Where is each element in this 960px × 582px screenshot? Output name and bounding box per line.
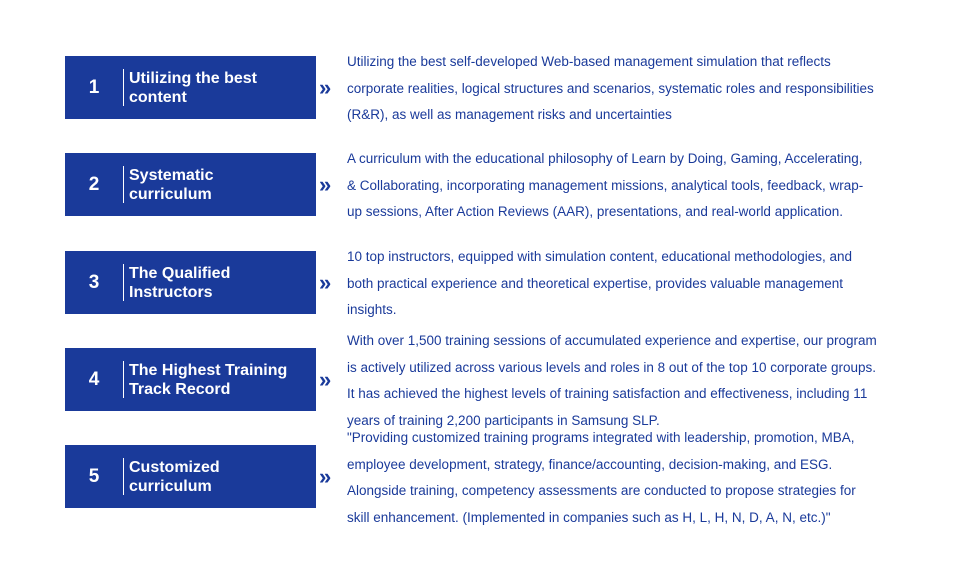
double-chevron-right-icon: » xyxy=(319,270,332,295)
feature-number: 3 xyxy=(88,272,100,293)
double-chevron-right-icon: » xyxy=(319,464,332,489)
feature-header-box xyxy=(65,348,316,411)
feature-description: A curriculum with the educational philosophy of Learn by Doing, Gaming, Accelerating, & Collaborating, incorporating management missions, analytical tools, feedback, wrap- up sessions, After Action Reviews (AAR), presentations, and real-world application. xyxy=(347,151,864,219)
feature-title: The Qualified Instructors xyxy=(129,264,231,301)
feature-title: Utilizing the best content xyxy=(129,69,257,106)
feature-number: 2 xyxy=(88,174,100,195)
feature-title: The Highest Training Track Record xyxy=(129,361,288,398)
feature-number: 4 xyxy=(88,369,100,390)
feature-title: Systematic curriculum xyxy=(129,166,214,203)
feature-description: Utilizing the best self-developed Web-based management simulation that reflects corporate realities, logical structures and scenarios, systematic roles and responsibilities (R&R), as well as management risks and uncertainties xyxy=(347,54,874,122)
divider xyxy=(123,264,124,301)
divider xyxy=(123,361,124,398)
divider xyxy=(123,166,124,203)
feature-header-box xyxy=(65,56,316,119)
feature-description: "Providing customized training programs integrated with leadership, promotion, MBA, employee development, strategy, finance/accounting, decision-making, and ESG. Alongside training, competency assessments are conducted to propose strategies for skill enhancement. (Implemented in companies such as H, L, H, N, D, A, N, etc.)" xyxy=(347,430,856,525)
feature-header-box xyxy=(65,153,316,216)
feature-description: 10 top instructors, equipped with simulation content, educational methodologies, and both practical experience and theoretical expertise, provides valuable management insights. xyxy=(347,249,853,317)
feature-header-box xyxy=(65,445,316,508)
feature-title: Customized curriculum xyxy=(129,458,220,495)
divider xyxy=(123,69,124,106)
feature-number: 1 xyxy=(88,77,100,98)
divider xyxy=(123,458,124,495)
double-chevron-right-icon: » xyxy=(319,75,332,100)
feature-description: With over 1,500 training sessions of accumulated experience and expertise, our program is actively utilized across various levels and roles in 8 out of the top 10 corporate groups. It has achieved the highest levels of training satisfaction and effectiveness, including 11 years of training 2,200 participants in Samsung SLP. xyxy=(347,333,877,428)
feature-header-box xyxy=(65,251,316,314)
double-chevron-right-icon: » xyxy=(319,172,332,197)
feature-number: 5 xyxy=(88,466,100,487)
double-chevron-right-icon: » xyxy=(319,367,332,392)
